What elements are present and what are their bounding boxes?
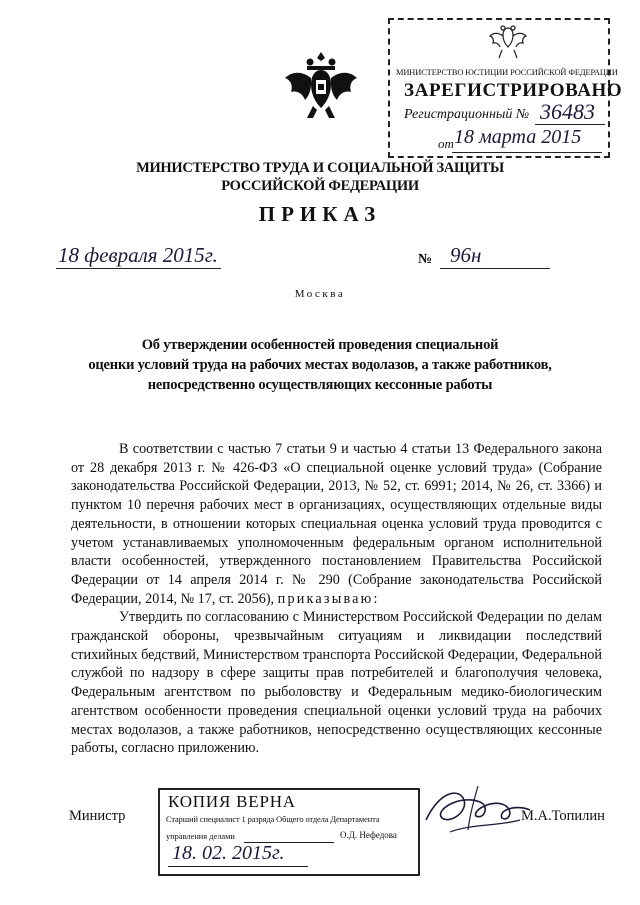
copy-stamp-title: КОПИЯ ВЕРНА [168, 792, 296, 811]
signatory-name: М.А.Топилин [521, 808, 605, 824]
ministry-name-line2: РОССИЙСКОЙ ФЕДЕРАЦИИ [221, 178, 419, 194]
order-body [71, 440, 602, 758]
stamp-registered-title: ЗАРЕГИСТРИРОВАНО [404, 80, 623, 101]
registration-stamp [388, 18, 623, 158]
order-number-value: 96н [450, 243, 482, 267]
certified-copy-stamp [158, 788, 420, 876]
order-date-underline [56, 268, 221, 269]
stamp-date-underline [452, 152, 602, 153]
copy-stamp-date: 18. 02. 2015г. [172, 842, 285, 864]
copy-stamp-date-underline [168, 866, 308, 867]
signatory-position: Министр [69, 808, 126, 824]
stamp-date-label: от [438, 136, 454, 151]
order-number-underline [440, 268, 550, 269]
ministry-name-line1: МИНИСТЕРСТВО ТРУДА И СОЦИАЛЬНОЙ ЗАЩИТЫ [136, 160, 504, 176]
order-word: приказываю: [277, 590, 380, 607]
order-title-line3: непосредственно осуществляющих кессонные работы [147, 377, 493, 393]
order-number-label: № [418, 252, 433, 267]
stamp-number-label: Регистрационный № [404, 107, 530, 122]
stamp-number-underline [535, 124, 605, 125]
city: Москва [294, 288, 346, 300]
coat-of-arms-icon [283, 48, 359, 122]
order-title-line1: Об утверждении особенностей проведения специальной [141, 337, 499, 353]
stamp-number-value: 36483 [540, 99, 595, 124]
copy-stamp-position-line2: управления делами [166, 832, 235, 841]
copy-stamp-position-line1: Старший специалист 1 разряда Общего отдела Департамента [166, 815, 380, 824]
handwritten-signature-icon [420, 780, 535, 842]
body-paragraph-approve: Утвердить по согласованию с Министерством Российской Федерации по делам гражданской обороны, чрезвычайным ситуациям и ликвидации последствий стихийных бедствий, Министерством транспорта Российской Федерации, Федеральной службой по надзору в сфере защиты прав потребителей и благополучия человека, Федеральным агентством по рыболовству и Федеральным медико-биологическим агентством особенности проведения специальной оценки условий труда на рабочих местах водолазов, а также работников, непосредственно осуществляющих кессонные работы, согласно приложению. [71, 609, 602, 757]
order-title-line2: оценки условий труда на рабочих местах водолазов, а также работников, [88, 357, 552, 373]
order-date: 18 февраля 2015г. [58, 243, 218, 267]
copy-stamp-name: О.Д. Нефедова [340, 830, 397, 840]
body-paragraph-preamble [71, 440, 602, 608]
preamble-text: В соответствии с частью 7 статьи 9 и частью 4 статьи 13 Федерального закона от 28 декабря 2013 г. № 426-ФЗ «О специальной оценке условий труда» (Собрание законодательства Российской Федерации, 2013, № 52, ст. 6991; 2014, № 26, ст. 3366) и пунктом 10 перечня рабочих мест в организациях, осуществляющих отдельные виды деятельности, в отношении которых специальная оценка условий труда проводится с учетом устанавливаемых уполномоченным федеральным органом исполнительной власти особенностей, утвержденного постановлением Правительства Российской Федерации от 14 апреля 2014 г. № 290 (Собрание законодательства Российской Федерации, 2014, № 17, ст. 2056), [71, 441, 602, 607]
stamp-ministry-name: МИНИСТЕРСТВО ЮСТИЦИИ РОССИЙСКОЙ ФЕДЕРАЦИИ [396, 68, 618, 77]
document-type: ПРИКАЗ [258, 202, 382, 226]
stamp-date-value: 18 марта 2015 [454, 126, 582, 148]
small-coat-of-arms-icon [488, 22, 528, 62]
